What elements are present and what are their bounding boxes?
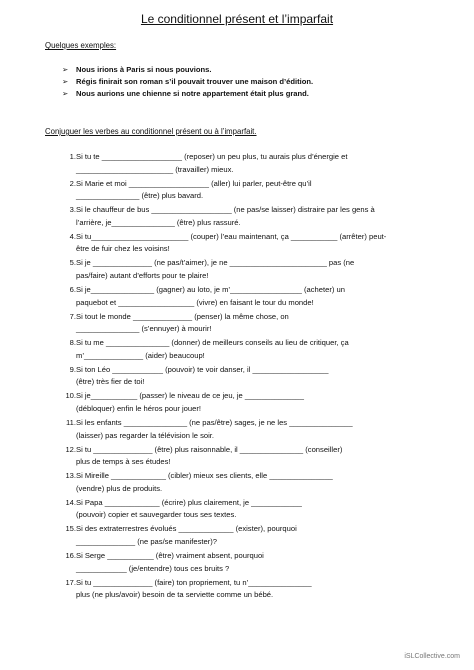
exercise-line: Si je_______________ (gagner) au loto, je m’_________________ (acheter) un xyxy=(76,285,345,294)
exercise-line: Si tu_______________________ (couper) l’eau maintenant, ça ___________ (arrêter) peut- xyxy=(76,231,387,241)
exercise-number: 12. xyxy=(65,444,76,454)
exercise-line: _______________ (être) plus bavard. xyxy=(76,191,204,201)
example-text: Nous irions à Paris si nous pouvions. xyxy=(76,65,212,74)
example-item xyxy=(62,90,313,102)
exercise-number: 9. xyxy=(69,364,76,374)
exercise-line: Si Marie et moi ___________________ (aller) lui parler, peut-être qu’il xyxy=(76,178,312,188)
exercise-number: 5. xyxy=(69,258,76,268)
exercise-line: Si les enfants _______________ (ne pas/être) sages, je ne les _______________ xyxy=(76,418,353,427)
exercise-line: Si tu ______________ (être) plus raisonnable, il _______________ (conseiller) xyxy=(76,444,343,454)
exercise-line: (débloquer) enfin le héros pour jouer! xyxy=(76,403,201,413)
exercise-number: 6. xyxy=(69,285,76,294)
exercise-number: 7. xyxy=(69,311,76,321)
exercise-line: plus (ne plus/avoir) besoin de ta serviette comme un bébé. xyxy=(76,590,274,600)
exercise-line: l’arrière, je_______________ (être) plus rassuré. xyxy=(76,217,241,227)
exercise-number: 17. xyxy=(65,577,76,587)
exercise-line: plus de temps à ses études! xyxy=(76,457,171,467)
exercise-line: m’______________ (aider) beaucoup! xyxy=(76,350,205,360)
exercise-line: pas/faire) autant d’efforts pour te plaire! xyxy=(76,270,209,280)
exercise-line: (vendre) plus de produits. xyxy=(76,483,163,493)
exercise-line: ____________ (je/entendre) tous ces bruits ? xyxy=(76,563,230,573)
exercise-line: (être) très fier de toi! xyxy=(76,377,145,387)
exercise-heading: Conjuguer les verbes au conditionnel présent ou à l’imparfait. xyxy=(45,127,257,136)
exercise-line: _______________ (s’ennuyer) à mourir! xyxy=(76,324,212,334)
exercise-line: _______________________ (travailler) mieux. xyxy=(76,164,234,174)
exercise-number: 2. xyxy=(69,178,76,188)
exercise-line: Si tu te ___________________ (reposer) un peu plus, tu aurais plus d’énergie et xyxy=(76,152,348,161)
exercise-line: ______________ (ne pas/se manifester)? xyxy=(76,536,218,546)
page-title: Le conditionnel présent et l’imparfait xyxy=(140,12,334,26)
exercise-number: 4. xyxy=(69,231,76,241)
arrow-bullet-icon: ➢ xyxy=(62,89,69,98)
exercise-line: Si tout le monde ______________ (penser) la même chose, on xyxy=(76,311,289,321)
examples-list xyxy=(62,66,313,102)
exercise-line: Si Serge ___________ (être) vraiment absent, pourquoi xyxy=(76,551,264,560)
exercise-number: 1. xyxy=(69,152,76,161)
arrow-bullet-icon: ➢ xyxy=(62,77,69,86)
exercise-number: 16. xyxy=(65,551,76,560)
arrow-bullet-icon: ➢ xyxy=(62,65,69,74)
example-text: Nous aurions une chienne si notre appartement était plus grand. xyxy=(76,89,309,98)
exercise-line: Si des extraterrestres évolués _____________ (exister), pourquoi xyxy=(76,524,297,534)
exercise-line: Si ton Léo ____________ (pouvoir) te voir danser, il __________________ xyxy=(76,364,329,374)
exercise-line: Si je ______________ (ne pas/t’aimer), je ne _______________________ pas (ne xyxy=(76,258,355,268)
exercise-line: paquebot et __________________ (vivre) en faisant le tour du monde! xyxy=(76,297,314,307)
exercise-number: 15. xyxy=(65,524,76,534)
exercise-number: 14. xyxy=(65,497,76,507)
exercise-number: 10. xyxy=(65,391,76,401)
exercise-line: Si le chauffeur de bus ___________________ (ne pas/se laisser) distraire par les gens à xyxy=(76,205,375,215)
exercise-number: 11. xyxy=(66,418,76,427)
exercise-number: 13. xyxy=(65,471,76,481)
exercise-line: Si tu ______________ (faire) ton propriement, tu n’_______________ xyxy=(76,577,312,587)
exercise-number: 3. xyxy=(69,205,76,215)
exercise-line: Si Mireille _____________ (cibler) mieux ses clients, elle _______________ xyxy=(76,471,333,481)
exercise-line: Si tu me _______________ (donner) de meilleurs conseils au lieu de critiquer, ça xyxy=(76,338,349,348)
exercise-line: Si je___________ (passer) le niveau de ce jeu, je ______________ xyxy=(76,391,304,401)
exercise-line: Si Papa _____________ (écrire) plus clairement, je ____________ xyxy=(76,497,302,507)
exercise-line: (pouvoir) copier et sauvegarder tous ses textes. xyxy=(76,510,237,520)
exercise-number: 8. xyxy=(69,338,76,348)
exercise-line: (laisser) pas regarder la télévision le soir. xyxy=(76,430,215,440)
example-text: Régis finirait son roman s’il pouvait trouver une maison d’édition. xyxy=(76,77,314,86)
footer-watermark: iSLCollective.com xyxy=(404,653,460,660)
exercise-line: être de fuir chez les voisins! xyxy=(76,244,170,254)
examples-heading: Quelques exemples: xyxy=(45,41,117,50)
